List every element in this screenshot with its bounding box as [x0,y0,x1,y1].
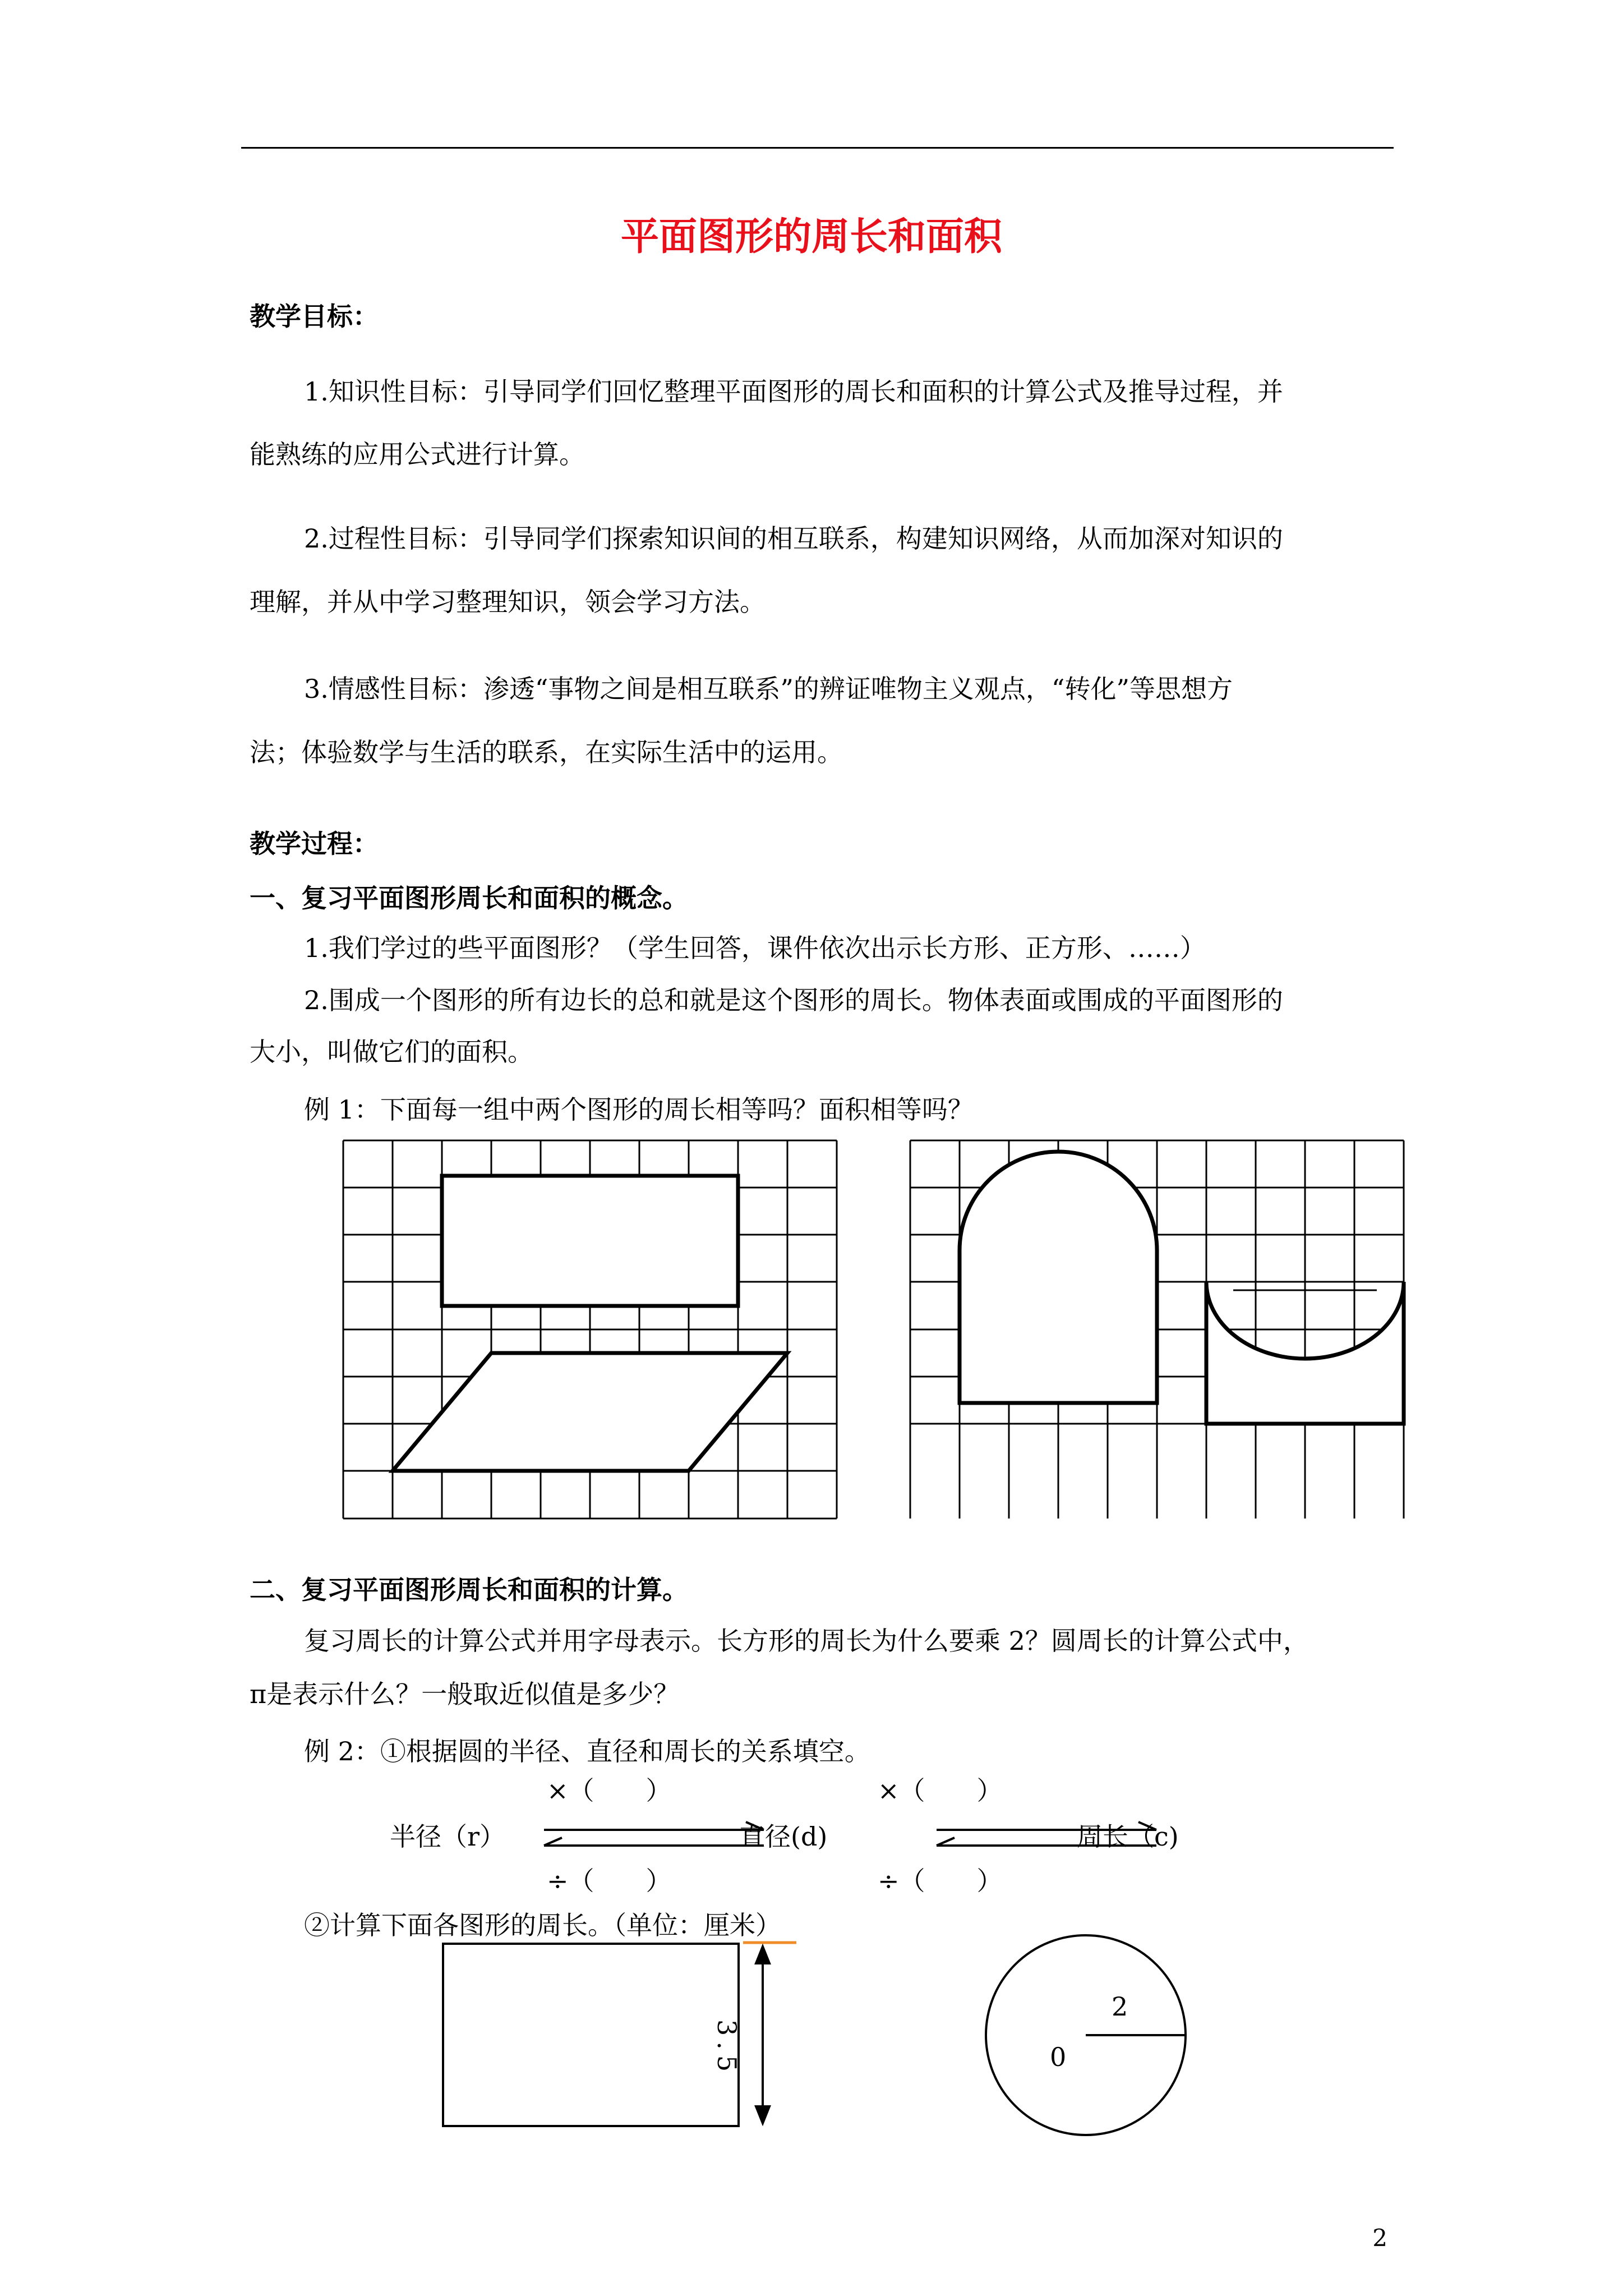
section1-p2-line1: 2.围成一个图形的所有边长的总和就是这个图形的周长。物体表面或围成的平面图形的 [304,985,1283,1015]
relation-arrows [544,1822,1156,1846]
divide-label-right: ÷（ ） [878,1866,1003,1896]
objective-2-line1: 2.过程性目标：引导同学们探索知识间的相互联系，构建知识网络，从而加深对知识的 [304,523,1283,554]
objective-1-line2: 能熟练的应用公式进行计算。 [250,439,585,470]
height-dimension-arrow [756,1947,769,2123]
section2-heading: 二、复习平面图形周长和面积的计算。 [250,1575,688,1605]
circumference-label: 周长（c) [1077,1821,1179,1852]
process-heading: 教学过程： [250,829,379,859]
section1-heading: 一、复习平面图形周长和面积的概念。 [250,883,688,913]
objective-2-line2: 理解，并从中学习整理知识，领会学习方法。 [250,587,766,617]
objectives-heading: 教学目标： [250,301,379,332]
section2-p1-line1: 复习周长的计算公式并用字母表示。长方形的周长为什么要乘 2？圆周长的计算公式中， [304,1626,1309,1656]
objective-3-line1: 3.情感性目标：渗透“事物之间是相互联系”的辨证唯物主义观点，“转化”等思想方 [304,674,1233,704]
example1-text: 例 1：下面每一组中两个图形的周长相等吗？面积相等吗？ [304,1094,974,1125]
circle-radius-label: 2 [1112,1991,1128,2022]
section1-p1: 1.我们学过的些平面图形？（学生回答，课件依次出示长方形、正方形、……） [304,933,1206,963]
arch-shape [960,1152,1157,1403]
rect-height-label: 3.5 [712,2019,742,2078]
page-title: 平面图形的周长和面积 [620,214,1002,259]
example2-text: 例 2：①根据圆的半径、直径和周长的关系填空。 [304,1736,870,1766]
parallelogram-shape [393,1353,787,1471]
diameter-label: 直径(d) [739,1821,828,1852]
section1-p2-line2: 大小，叫做它们的面积。 [250,1037,533,1067]
perimeter-rectangle [443,1944,739,2126]
objective-1-line1: 1.知识性目标：引导同学们回忆整理平面图形的周长和面积的计算公式及推导过程，并 [304,376,1283,407]
example2b-text: ②计算下面各图形的周长。（单位：厘米） [304,1910,781,1940]
times-label-left: ×（ ） [547,1775,672,1806]
page-number: 2 [1372,2224,1387,2252]
rectangle-shape [442,1176,738,1306]
objective-3-line2: 法；体验数学与生活的联系，在实际生活中的运用。 [250,737,843,767]
section2-p1-line2: π是表示什么？一般取近似值是多少？ [250,1679,680,1709]
times-label-right: ×（ ） [878,1775,1003,1806]
radius-label: 半径（r） [390,1821,505,1852]
divide-label-left: ÷（ ） [547,1866,672,1896]
circle-center-label: 0 [1050,2042,1067,2072]
